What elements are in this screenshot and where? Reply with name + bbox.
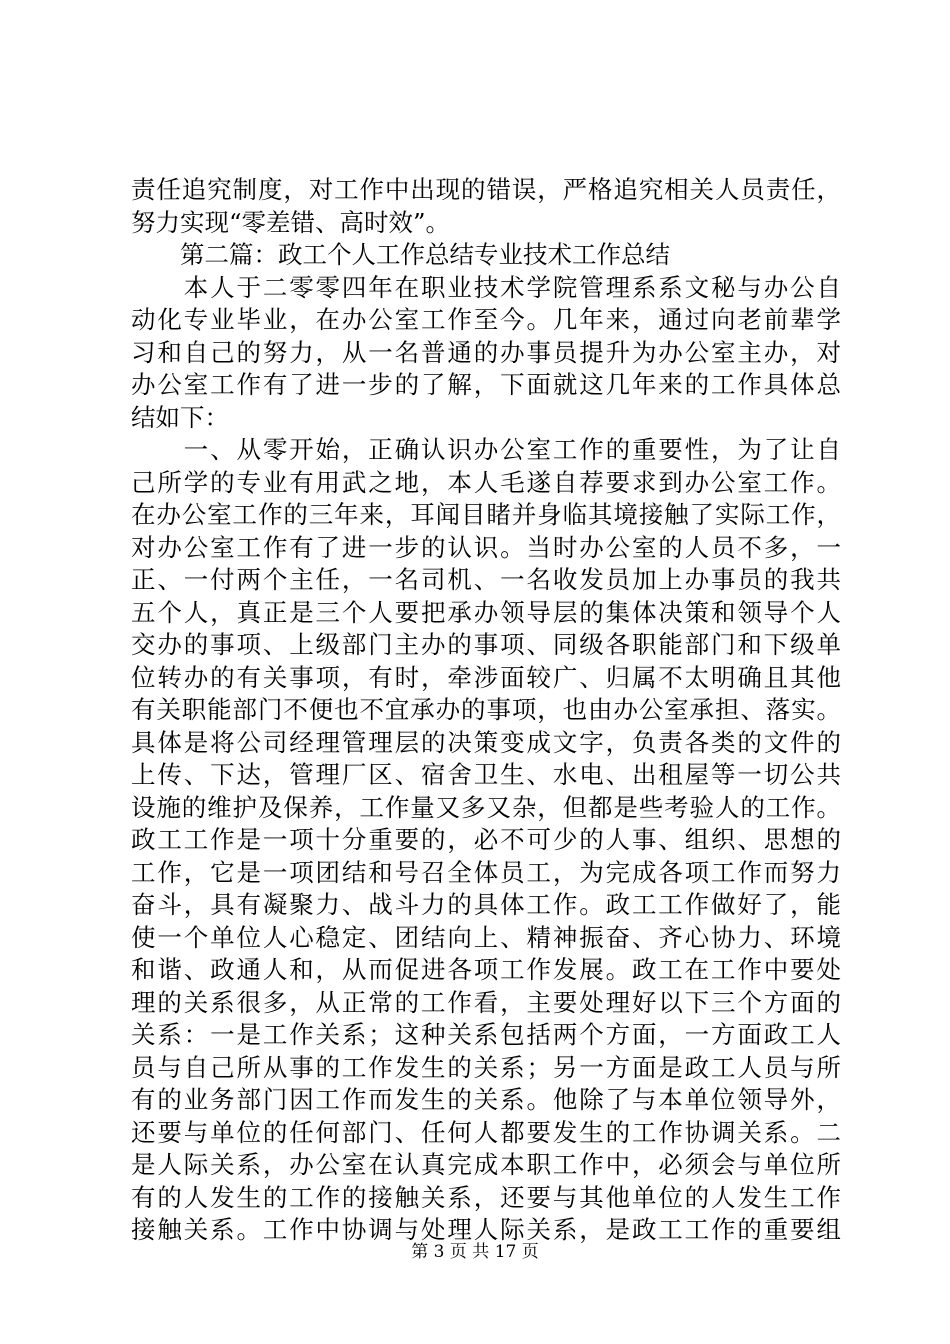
text-line: 工作，它是一项团结和号召全体员工，为完成各项工作而努力 (131, 857, 841, 887)
page-footer: 第 3 页 共 17 页 (411, 1242, 539, 1262)
text-line: 责任追究制度，对工作中出现的错误，严格追究相关人员责任， (131, 175, 841, 204)
text-line: 五个人，真正是三个人要把承办领导层的集体决策和领导个人 (131, 597, 841, 627)
text-line: 使一个单位人心稳定、团结向上、精神振奋、齐心协力、环境 (131, 922, 841, 952)
text-line: 接触关系。工作中协调与处理人际关系，是政工工作的重要组 (131, 1215, 841, 1244)
text-line: 一、从零开始，正确认识办公室工作的重要性，为了让自 (131, 435, 841, 464)
text-line: 有关职能部门不便也不宜承办的事项，也由办公室承担、落实。 (131, 695, 841, 724)
text-line: 办公室工作有了进一步的了解，下面就这几年来的工作具体总 (131, 370, 841, 399)
text-line: 有的人发生的工作的接触关系，还要与其他单位的人发生工作 (131, 1182, 841, 1212)
text-line: 位转办的有关事项，有时，牵涉面较广、归属不太明确且其他 (131, 662, 841, 692)
document-body (131, 174, 841, 1247)
text-line: 正、一付两个主任，一名司机、一名收发员加上办事员的我共 (131, 565, 841, 594)
text-line: 交办的事项、上级部门主办的事项、同级各职能部门和下级单 (131, 630, 841, 659)
text-line: 政工工作是一项十分重要的，必不可少的人事、组织、思想的 (131, 825, 841, 854)
text-line: 习和自己的努力，从一名普通的办事员提升为办公室主办，对 (131, 337, 841, 367)
text-line: 努力实现“零差错、高时效”。 (131, 207, 451, 237)
text-line: 员与自己所从事的工作发生的关系；另一方面是政工人员与所 (131, 1052, 841, 1082)
text-line: 还要与单位的任何部门、任何人都要发生的工作协调关系。二 (131, 1117, 841, 1147)
text-line: 是人际关系，办公室在认真完成本职工作中，必须会与单位所 (131, 1150, 841, 1179)
text-line: 上传、下达，管理厂区、宿舍卫生、水电、出租屋等一切公共 (131, 760, 841, 789)
text-line: 第二篇：政工个人工作总结专业技术工作总结 (131, 240, 670, 269)
text-line: 具体是将公司经理管理层的决策变成文字，负责各类的文件的 (131, 727, 841, 757)
text-line: 结如下： (131, 402, 229, 432)
text-line: 关系：一是工作关系；这种关系包括两个方面，一方面政工人 (131, 1020, 841, 1049)
text-line: 设施的维护及保养，工作量又多又杂，但都是些考验人的工作。 (131, 792, 841, 822)
text-line: 动化专业毕业，在办公室工作至今。几年来，通过向老前辈学 (131, 305, 841, 334)
text-line: 己所学的专业有用武之地，本人毛遂自荐要求到办公室工作。 (131, 467, 841, 497)
text-line: 和谐、政通人和，从而促进各项工作发展。政工在工作中要处 (131, 955, 841, 984)
text-line: 有的业务部门因工作而发生的关系。他除了与本单位领导外， (131, 1085, 841, 1114)
text-line: 对办公室工作有了进一步的认识。当时办公室的人员不多，一 (131, 532, 841, 562)
text-line: 奋斗，具有凝聚力、战斗力的具体工作。政工工作做好了，能 (131, 890, 841, 919)
text-line: 在办公室工作的三年来，耳闻目睹并身临其境接触了实际工作， (131, 500, 841, 529)
text-line: 理的关系很多，从正常的工作看，主要处理好以下三个方面的 (131, 987, 841, 1017)
text-line: 本人于二零零四年在职业技术学院管理系系文秘与办公自 (131, 272, 841, 302)
